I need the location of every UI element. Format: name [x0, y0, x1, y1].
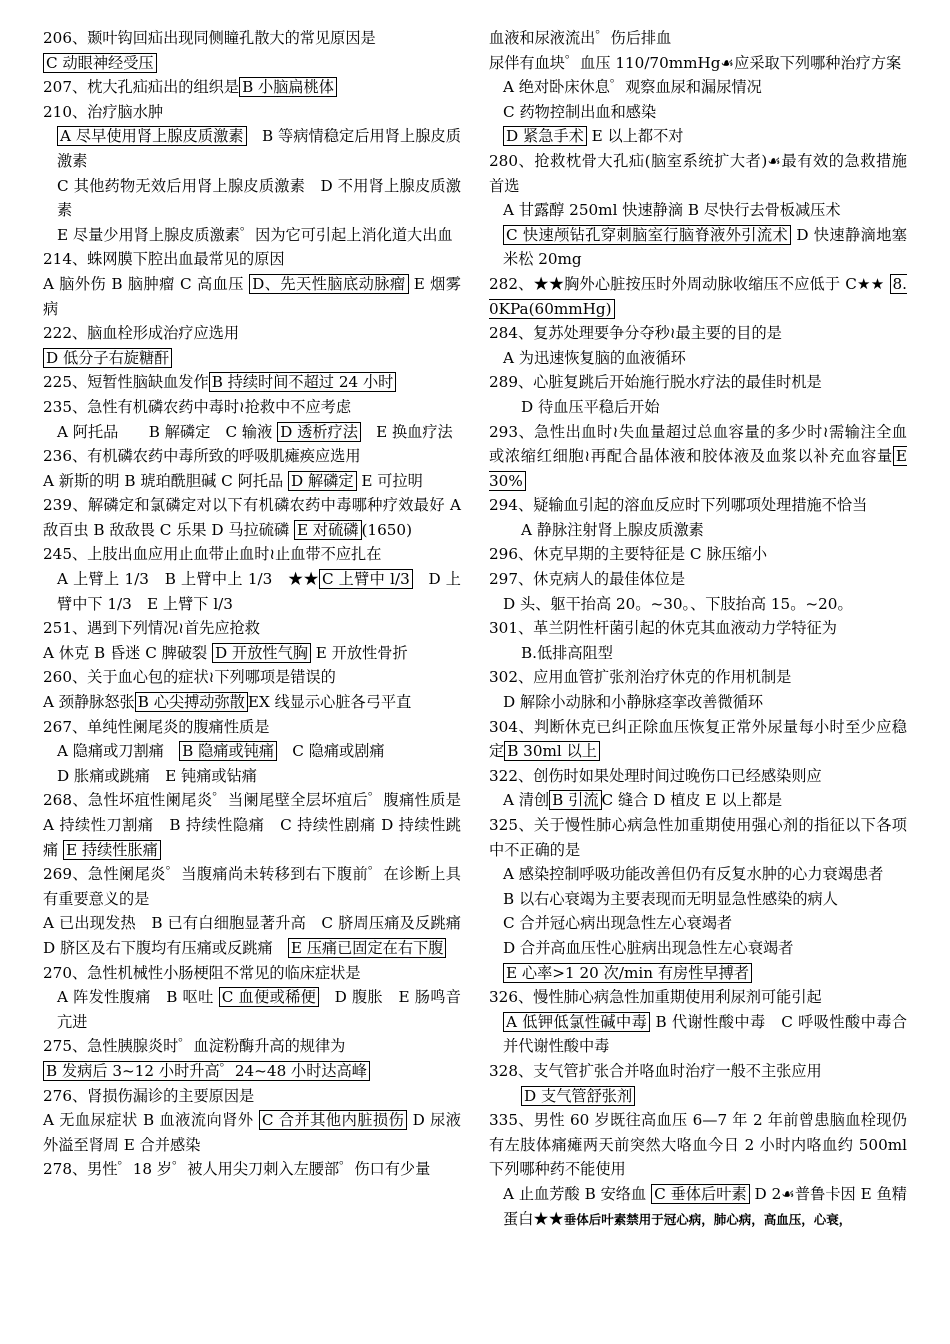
question-text: C 其他药物无效后用肾上腺皮质激素 D 不用肾上腺皮质激素 [57, 176, 461, 220]
question-text: A 绝对卧床休息゜观察血尿和漏尿情况 [503, 78, 762, 97]
answer-box: A 低钾低氯性碱中毒 [503, 1012, 650, 1032]
question-line [43, 862, 461, 911]
question-text: A 脑外伤 B 脑肿瘤 C 高血压 [43, 274, 250, 293]
question-text: A 阵发性腹痛 B 呕吐 [57, 988, 219, 1007]
question-line [43, 124, 461, 173]
question-line [489, 420, 907, 494]
answer-box: B 引流 [549, 790, 601, 810]
question-text: D 上臂中下 1/3 E 上臂下 l/3 [57, 570, 461, 613]
question-text: A 新斯的明 B 琥珀酰胆碱 C 阿托品 [43, 471, 288, 490]
question-text: E 可拉明 [356, 471, 423, 490]
question-text: E 尽量少用肾上腺皮质激素゜因为它可引起上消化道大出血 [57, 225, 453, 244]
answer-box: C 动眼神经受压 [43, 53, 157, 73]
question-text: A 感染控制呼吸功能改善但仍有反复水肿的心力衰竭患者 [503, 865, 884, 884]
question-line [489, 223, 907, 272]
question-text: D 腹胀 E 肠鸣音亢进 [57, 988, 461, 1031]
question-text: 293、急性出血时≀失血量超过总血容量的多少时≀需输注全血或浓缩红细胞≀再配合晶体液和胶体液及血浆以补充血容量 [489, 422, 907, 466]
question-line [43, 665, 461, 690]
question-line [43, 370, 461, 395]
question-line [43, 788, 461, 862]
question-text: 236、有机磷农药中毒所致的呼吸肌瘫痪应选用 [43, 447, 361, 466]
answer-box: D 支气管舒张剂 [521, 1086, 635, 1106]
question-text: A 休克 B 昏迷 C 脾破裂 [43, 643, 213, 662]
question-text: 225、短暂性脑缺血发作 [43, 373, 209, 392]
answer-box: B 小脑扁桃体 [239, 77, 337, 97]
question-line [43, 26, 461, 51]
answer-box: D 解磷定 [288, 471, 357, 491]
question-text: D 胀痛或跳痛 E 钝痛或钻痛 [57, 766, 257, 785]
question-line [489, 592, 907, 617]
question-text: D 解除小动脉和小静脉痉挛改善微循环 [503, 693, 764, 712]
question-text: E 烟雾病 [43, 274, 461, 318]
answer-box: E 30% [489, 447, 907, 490]
question-line [43, 51, 461, 76]
question-line [43, 75, 461, 100]
question-text: 214、蛛网膜下腔出血最常见的原因 [43, 250, 285, 269]
answer-box: B 30ml 以上 [504, 741, 600, 761]
question-text: E 开放性骨折 [310, 643, 408, 662]
question-line [43, 739, 461, 764]
right-column [489, 26, 907, 1232]
question-text: 239、解磷定和氯磷定对以下有机磷农药中毒哪种疗效最好 A 敌百虫 B 敌敌畏 C 乐果 D 马拉硫磷 [43, 496, 461, 539]
answer-box: C 合并其他内脏损伤 [259, 1110, 407, 1130]
question-text: 尿伴有血块゜血压 110/70mmHg☙应采取下列哪种治疗方案 [489, 53, 902, 72]
question-line [489, 149, 907, 198]
question-text: 268、急性坏疽性阑尾炎゜当阑尾壁全层坏疽后゜腹痛性质是 A 持续性刀割痛 B 持续性隐痛 C 持续性剧痛 D 持续性跳痛 [43, 791, 461, 859]
answer-box: E 压痛已固定在右下腹 [288, 938, 447, 958]
answer-box: A 尽早使用肾上腺皮质激素 [57, 126, 247, 146]
answer-box: E 心率>1 20 次/min 有房性早搏者 [503, 963, 752, 983]
answer-box: C 垂体后叶素 [651, 1184, 750, 1204]
question-line [489, 690, 907, 715]
question-line [43, 1084, 461, 1109]
question-line [43, 346, 461, 371]
question-line [489, 1059, 907, 1084]
question-line [489, 124, 907, 149]
question-text: 276、肾损伤漏诊的主要原因是 [43, 1086, 255, 1105]
question-line [43, 567, 461, 616]
question-text: A 静脉注射肾上腺皮质激素 [521, 520, 704, 539]
question-line [43, 469, 461, 494]
question-line [43, 321, 461, 346]
question-line [489, 567, 907, 592]
question-text: 260、关于血心包的症状≀下列哪项是错误的 [43, 668, 336, 687]
note-text: 垂体后叶素禁用于冠心病，肺心病，高血压，心衰， [563, 1211, 852, 1227]
question-line [489, 1182, 907, 1232]
question-text: D 2☙普鲁卡因 E 鱼精蛋白★★ [503, 1184, 907, 1228]
answer-box: E 对硫磷 [294, 520, 361, 540]
question-text: 301、革兰阴性杆菌引起的休克其血液动力学特征为 [489, 619, 837, 638]
question-text: 210、治疗脑水肿 [43, 102, 164, 121]
question-text: C 合并冠心病出现急性左心衰竭者 [503, 914, 733, 933]
question-text: 289、心脏复跳后开始施行脱水疗法的最佳时机是 [489, 373, 822, 392]
question-line [489, 346, 907, 371]
answer-box: C 上臂中 l/3 [319, 569, 413, 589]
question-text: 251、遇到下列情况≀首先应抢救 [43, 619, 260, 638]
question-text: A 止血芳酸 B 安络血 [503, 1184, 652, 1203]
question-line [489, 887, 907, 912]
question-text: 280、抢救枕骨大孔疝(脑室系统扩大者)☙最有效的急救措施首选 [489, 151, 907, 195]
question-text: D 快速静滴地塞米松 20mg [503, 225, 907, 269]
question-line [489, 641, 907, 666]
question-text: B 代谢性酸中毒 C 呼吸性酸中毒合并代谢性酸中毒 [503, 1012, 908, 1056]
question-line [489, 1084, 907, 1109]
left-column [43, 26, 461, 1182]
question-line [489, 75, 907, 100]
question-text: 235、急性有机磷农药中毒时≀抢救中不应考虑 [43, 397, 352, 416]
question-text: 222、脑血栓形成治疗应选用 [43, 324, 240, 343]
question-line [43, 444, 461, 469]
question-line [489, 911, 907, 936]
question-text: 269、急性阑尾炎゜当腹痛尚未转移到右下腹前゜在诊断上具有重要意义的是 [43, 865, 461, 908]
answer-box: D 低分子右旋糖酐 [43, 348, 172, 368]
question-line [43, 223, 461, 248]
question-text: 206、颞叶钩回疝出现同侧瞳孔散大的常见原因是 [43, 29, 376, 47]
question-text: 304、判断休克已纠正除血压恢复正常外尿量每小时至少应稳定 [489, 717, 907, 761]
question-line [489, 788, 907, 813]
question-text: 282、★★胸外心脏按压时外周动脉收缩压不应低于 C★★ [489, 274, 890, 293]
question-text: E 以上都不对 [586, 127, 684, 146]
question-text: 294、疑输血引起的溶血反应时下列哪项处理措施不恰当 [489, 496, 868, 515]
question-text: A 甘露醇 250ml 快速静滴 B 尽快行去骨板减压术 [503, 201, 841, 220]
question-line [43, 420, 461, 445]
question-text: A 阿托品 B 解磷定 C 输液 [57, 422, 278, 441]
question-text: 326、慢性肺心病急性加重期使用利尿剂可能引起 [489, 988, 822, 1007]
question-text: C 药物控制出血和感染 [503, 102, 657, 121]
answer-box: D 开放性气胸 [212, 643, 311, 663]
question-text: D 合并高血压性心脏病出现急性左心衰竭者 [503, 938, 794, 957]
question-line [43, 1108, 461, 1157]
question-text: A 已出现发热 B 已有白细胞显著升高 C 脐周压痛及反跳痛 D 脐区及右下腹均有压痛或反跳痛 [43, 914, 461, 957]
question-line [43, 272, 461, 321]
question-text: 302、应用血管扩张剂治疗休克的作用机制是 [489, 668, 792, 687]
question-text: A 上臂上 1/3 B 上臂中上 1/3 ★★ [57, 570, 319, 589]
question-text: B 等病情稳定后用肾上腺皮质激素 [57, 127, 461, 170]
question-line [43, 1034, 461, 1059]
question-text: A 颈静脉怒张 [43, 693, 135, 712]
question-line [43, 542, 461, 567]
question-line [489, 1010, 907, 1059]
question-line [43, 493, 461, 542]
question-line [489, 961, 907, 986]
question-text: 328、支气管扩张合并咯血时治疗一般不主张应用 [489, 1061, 822, 1080]
question-text: A 无血尿症状 B 血液流向肾外 [43, 1111, 259, 1130]
answer-box: 8. 0KPa(60mmHg) [489, 274, 907, 318]
question-line [489, 26, 907, 51]
question-text: (1650) [361, 520, 413, 539]
question-text: C 隐痛或剧痛 [277, 742, 385, 761]
question-text: D 待血压平稳后开始 [521, 397, 660, 416]
question-text: 275、急性胰腺炎时゜血淀粉酶升高的规律为 [43, 1037, 346, 1056]
question-line [489, 370, 907, 395]
question-text: 270、急性机械性小肠梗阻不常见的临床症状是 [43, 963, 361, 982]
question-text: 245、上肢出血应用止血带止血时≀止血带不应扎在 [43, 545, 382, 564]
question-line [43, 911, 461, 960]
question-line [489, 272, 907, 321]
question-line [43, 985, 461, 1034]
question-line [489, 985, 907, 1010]
question-line [489, 862, 907, 887]
question-line [489, 616, 907, 641]
question-line [43, 174, 461, 223]
question-line [43, 1059, 461, 1084]
question-line [43, 690, 461, 715]
question-line [489, 100, 907, 125]
question-text: A 清创 [503, 791, 550, 810]
answer-box: B 持续时间不超过 24 小时 [209, 372, 397, 392]
question-line [43, 247, 461, 272]
answer-box: D 透析疗法 [277, 422, 361, 442]
question-line [489, 813, 907, 862]
question-text: 278、男性゜18 岁゜被人用尖刀刺入左腰部゜伤口有少量 [43, 1160, 431, 1179]
question-line [43, 961, 461, 986]
answer-box: C 血便或稀便 [219, 987, 319, 1007]
question-text: A 隐痛或刀割痛 [57, 742, 180, 761]
question-text: EX 线显示心脏各弓平直 [247, 693, 412, 712]
question-text: 267、单纯性阑尾炎的腹痛性质是 [43, 717, 270, 736]
question-text: B.低排高阻型 [521, 643, 613, 662]
question-line [489, 493, 907, 518]
question-text: A 为迅速恢复脑的血液循环 [503, 348, 686, 367]
question-text: B 以右心衰竭为主要表现而无明显急性感染的病人 [503, 889, 838, 908]
question-text: 血液和尿液流出゜伤后排血 [489, 29, 672, 47]
question-text: C 缝合 D 植皮 E 以上都是 [601, 791, 783, 810]
question-line [489, 542, 907, 567]
answer-box: B 心尖搏动弥散 [135, 692, 248, 712]
question-line [489, 1108, 907, 1182]
question-line [43, 764, 461, 789]
question-line [489, 198, 907, 223]
question-line [43, 1157, 461, 1182]
question-line [489, 395, 907, 420]
question-text: E 换血疗法 [360, 422, 453, 441]
answer-box: D 紧急手术 [503, 126, 587, 146]
question-line [43, 641, 461, 666]
answer-box: D、先天性脑底动脉瘤 [249, 274, 408, 294]
question-line [489, 936, 907, 961]
answer-box: B 发病后 3~12 小时升高゜24~48 小时达高峰 [43, 1061, 370, 1081]
answer-box: B 隐痛或钝痛 [179, 741, 277, 761]
question-text: 296、休克早期的主要特征是 C 脉压缩小 [489, 545, 768, 564]
question-line [489, 665, 907, 690]
question-line [43, 395, 461, 420]
question-text: 322、创伤时如果处理时间过晚伤口已经感染则应 [489, 766, 822, 785]
answer-box: C 快速颅钻孔穿刺脑室行脑脊液外引流术 [503, 225, 791, 245]
question-line [489, 715, 907, 764]
question-line [43, 616, 461, 641]
question-line [489, 518, 907, 543]
question-line [489, 51, 907, 76]
question-text: 335、男性 60 岁既往高血压 6—7 年 2 年前曾患脑血栓现仍有左肢体痛瘫两天前突然大咯血今日 2 小时内咯血约 500ml 下列哪种药不能使用 [489, 1111, 907, 1179]
question-line [489, 321, 907, 346]
question-text: 297、休克病人的最佳体位是 [489, 570, 686, 589]
question-text: D 头、躯干抬高 20。~30。、下肢抬高 15。~20。 [503, 594, 853, 613]
question-line [43, 715, 461, 740]
question-text: 325、关于慢性肺心病急性加重期使用强心剂的指征以下各项中不正确的是 [489, 816, 907, 859]
question-text: 284、复苏处理要争分夺秒≀最主要的目的是 [489, 324, 782, 343]
question-text: D 尿液外溢至肾周 E 合并感染 [43, 1111, 461, 1154]
question-line [489, 764, 907, 789]
answer-box: E 持续性胀痛 [63, 840, 161, 860]
question-line [43, 100, 461, 125]
question-text: 207、枕大孔疝疝出的组织是 [43, 78, 240, 97]
